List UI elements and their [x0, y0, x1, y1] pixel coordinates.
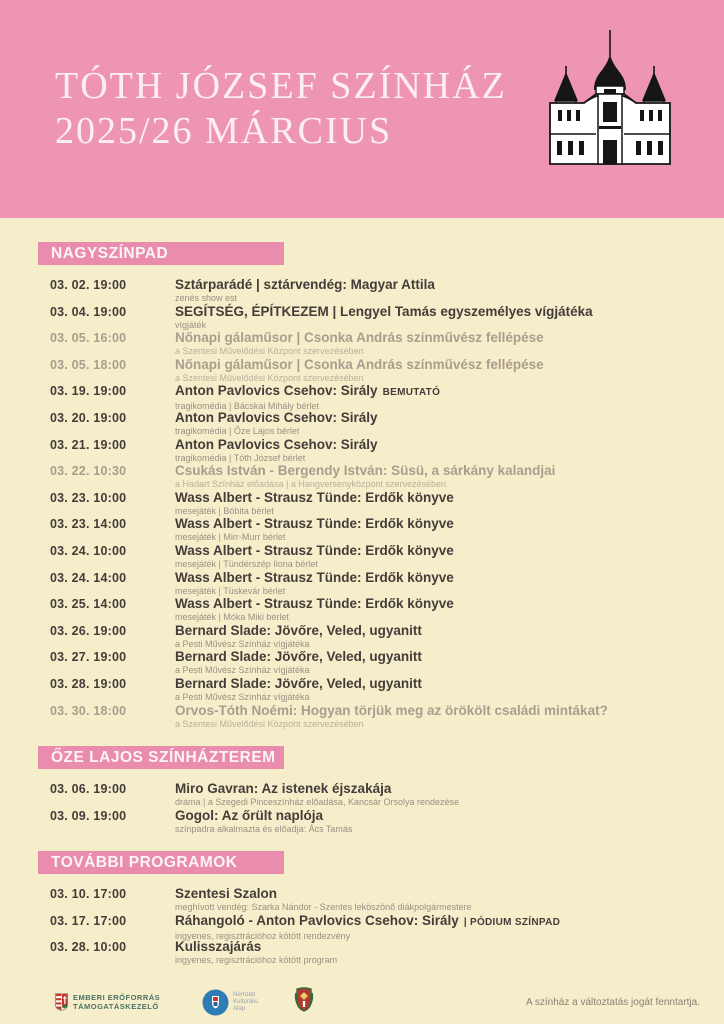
rights-reserved-note: A színház a változtatás jogát fenntartja. — [526, 996, 700, 1008]
emberi-eroforras-logo — [55, 993, 160, 1011]
nka-label: Nemzeti Kulturális Alap — [233, 991, 258, 1012]
nemzeti-kulturalis-alap-logo — [202, 989, 258, 1016]
event-subtitle: tragikomédia | Tóth József bérlet — [175, 452, 306, 463]
event-subtitle: meghívott vendég: Szarka Nándor - Szentes leköszönő diákpolgármestere — [175, 902, 472, 913]
event-date: 03. 28. 19:00 — [50, 676, 127, 691]
event-subtitle: a Szentesi Művelődési Központ szervezésében — [175, 346, 364, 357]
theater-building-icon — [540, 26, 680, 166]
city-coat-of-arms-logo — [294, 987, 314, 1018]
event-subtitle: színpadra alkalmazta és előadja: Ács Tamás — [175, 823, 353, 834]
event-title: Gogol: Az őrült naplója — [175, 807, 323, 823]
schedule-content — [0, 218, 724, 983]
event-title: Orvos-Tóth Noémi: Hogyan törjük meg az örökölt családi mintákat? — [175, 702, 608, 718]
event-title: Bernard Slade: Jövőre, Veled, ugyanitt — [175, 622, 422, 638]
event-row — [0, 491, 724, 518]
hungarian-coat-of-arms-icon — [55, 993, 68, 1011]
event-row — [0, 544, 724, 571]
poster-title-line1: TÓTH JÓZSEF SZÍNHÁZ — [55, 65, 507, 107]
event-date: 03. 25. 14:00 — [50, 597, 127, 612]
section-tovabbi-programok — [0, 851, 724, 967]
event-subtitle: mesejáték | Móka Miki bérlet — [175, 612, 289, 623]
event-title: Wass Albert - Strausz Tünde: Erdők könyve — [175, 542, 454, 558]
event-row — [0, 597, 724, 624]
event-row — [0, 914, 724, 941]
city-coat-of-arms-icon — [294, 987, 314, 1013]
event-row — [0, 517, 724, 544]
event-title: Csukás István - Bergendy István: Süsü, a sárkány kalandjai — [175, 463, 556, 479]
event-subtitle: a Pesti Művész Színház vígjátéka — [175, 638, 310, 649]
event-subtitle: ingyenes, regisztrációhoz kötött rendezvény — [175, 930, 351, 941]
event-subtitle: zenés show est — [175, 293, 238, 303]
event-title: Wass Albert - Strausz Tünde: Erdők könyve — [175, 596, 454, 612]
event-date: 03. 02. 19:00 — [50, 278, 127, 292]
event-row — [0, 384, 724, 411]
event-title: Anton Pavlovics Csehov: Sirály — [175, 436, 378, 452]
emberi-eroforras-label: EMBERI ERŐFORRÁS TÁMOGATÁSKEZELŐ — [73, 993, 161, 1011]
event-date: 03. 26. 19:00 — [50, 623, 127, 638]
event-row — [0, 940, 724, 967]
event-date: 03. 05. 16:00 — [50, 331, 127, 346]
section-nagyszinpad — [0, 242, 724, 730]
section-header-oze-lajos: ŐZE LAJOS SZÍNHÁZTEREM — [38, 746, 284, 769]
event-date: 03. 28. 10:00 — [50, 940, 127, 955]
event-date: 03. 23. 10:00 — [50, 490, 127, 505]
event-title: Nőnapi gálaműsor | Csonka András színművész fellépése — [175, 356, 544, 372]
event-row — [0, 677, 724, 704]
event-row — [0, 278, 724, 305]
poster-title — [55, 64, 507, 154]
event-row — [0, 358, 724, 385]
event-subtitle: mesejáték | Mirr-Murr bérlet — [175, 532, 286, 543]
event-date: 03. 21. 19:00 — [50, 437, 127, 452]
event-row — [0, 411, 724, 438]
event-date: 03. 04. 19:00 — [50, 304, 127, 319]
event-date: 03. 23. 14:00 — [50, 517, 127, 532]
event-date: 03. 30. 18:00 — [50, 703, 127, 718]
event-date: 03. 24. 10:00 — [50, 543, 127, 558]
event-title: Wass Albert - Strausz Tünde: Erdők könyve — [175, 569, 454, 585]
poster-title-line2: 2025/26 MÁRCIUS — [55, 109, 393, 152]
event-subtitle: vígjáték — [175, 319, 207, 330]
event-row — [0, 331, 724, 358]
event-row — [0, 624, 724, 651]
event-row — [0, 571, 724, 598]
poster-footer — [0, 980, 724, 1024]
event-subtitle: mesejáték | Tüskevár bérlet — [175, 585, 286, 596]
event-date: 03. 10. 17:00 — [50, 887, 127, 902]
section-header-tovabbi-programok: TOVÁBBI PROGRAMOK — [38, 851, 284, 874]
event-subtitle: a Pesti Művész Színház vígjátéka — [175, 665, 310, 676]
event-date: 03. 22. 10:30 — [50, 464, 127, 479]
poster-header — [0, 0, 724, 218]
event-title: Nőnapi gálaműsor | Csonka András színművész fellépése — [175, 330, 544, 346]
event-subtitle: a Pesti Művész Színház vígjátéka — [175, 691, 310, 702]
event-row — [0, 809, 724, 836]
event-stage-badge: | PÓDIUM SZÍNPAD — [463, 916, 561, 928]
event-subtitle: dráma | a Szegedi Pinceszínház előadása, Kancsár Orsolya rendezése — [175, 797, 459, 808]
event-subtitle: tragikomédia | Bácskai Mihály bérlet — [175, 401, 319, 412]
event-row — [0, 650, 724, 677]
event-row — [0, 887, 724, 914]
section-oze-lajos — [0, 746, 724, 835]
event-date: 03. 24. 14:00 — [50, 570, 127, 585]
event-title: Miro Gavran: Az istenek éjszakája — [175, 781, 392, 797]
event-title: Kulisszajárás — [175, 939, 262, 955]
event-date: 03. 17. 17:00 — [50, 913, 127, 928]
event-row — [0, 464, 724, 491]
event-row — [0, 438, 724, 465]
event-date: 03. 05. 18:00 — [50, 357, 127, 372]
event-title: Anton Pavlovics Csehov: Sirály — [175, 409, 378, 425]
event-title: Bernard Slade: Jövőre, Veled, ugyanitt — [175, 649, 422, 665]
event-title: Wass Albert - Strausz Tünde: Erdők könyve — [175, 489, 454, 505]
event-date: 03. 06. 19:00 — [50, 782, 127, 797]
event-title: Bernard Slade: Jövőre, Veled, ugyanitt — [175, 675, 422, 691]
event-subtitle: mesejáték | Bóbita bérlet — [175, 505, 274, 516]
event-date: 03. 27. 19:00 — [50, 650, 127, 665]
event-title: SEGÍTSÉG, ÉPÍTKEZEM | Lengyel Tamás egyszemélyes vígjátéka — [175, 303, 593, 319]
event-subtitle: a Szentesi Művelődési Központ szervezésében — [175, 718, 364, 729]
event-subtitle: ingyenes, regisztrációhoz kötött program — [175, 955, 338, 966]
event-row — [0, 704, 724, 731]
event-row — [0, 305, 724, 332]
event-subtitle: a Hadart Színház előadása | a Hangversenyközpont szervezésében — [175, 479, 447, 490]
event-date: 03. 09. 19:00 — [50, 808, 127, 823]
event-title: Ráhangoló - Anton Pavlovics Csehov: Sirály — [175, 912, 459, 928]
event-title: Szentesi Szalon — [175, 886, 278, 902]
event-title: Anton Pavlovics Csehov: Sirály — [175, 383, 378, 399]
section-header-nagyszinpad: NAGYSZÍNPAD — [38, 242, 284, 265]
event-subtitle: a Szentesi Művelődési Központ szervezésében — [175, 372, 364, 383]
event-title: Wass Albert - Strausz Tünde: Erdők könyve — [175, 516, 454, 532]
event-subtitle: mesejáték | Tündérszép Ilona bérlet — [175, 558, 318, 569]
event-date: 03. 19. 19:00 — [50, 384, 127, 399]
nka-circle-icon — [202, 989, 229, 1016]
event-date: 03. 20. 19:00 — [50, 410, 127, 425]
event-title: Sztárparádé | sztárvendég: Magyar Attila — [175, 277, 435, 292]
event-subtitle: tragikomédia | Őze Lajos bérlet — [175, 425, 300, 436]
event-premiere-badge: BEMUTATÓ — [382, 387, 441, 399]
event-row — [0, 782, 724, 809]
